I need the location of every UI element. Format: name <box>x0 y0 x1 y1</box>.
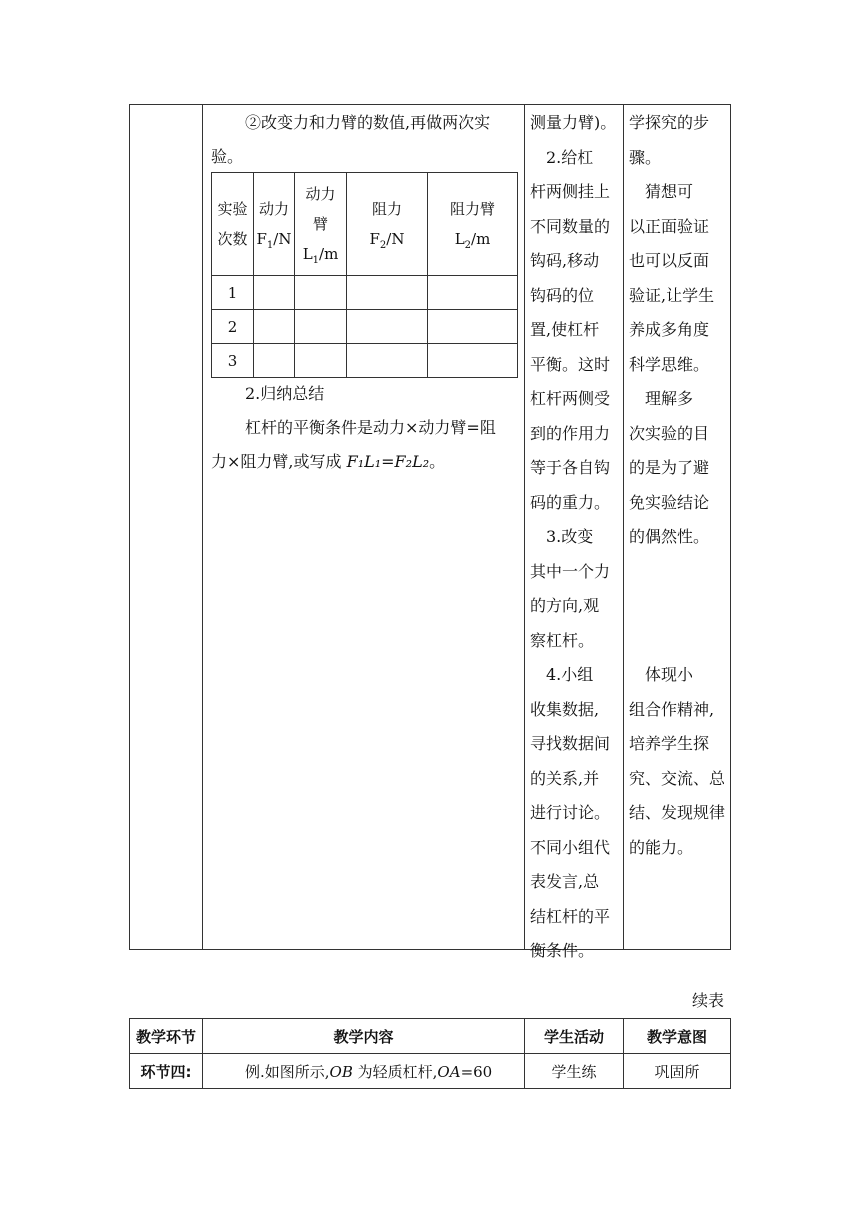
intent-line: 以正面验证 <box>629 216 710 236</box>
table-cell <box>295 310 347 344</box>
activity-line: 平衡。这时 <box>530 354 611 374</box>
activity-line: 杠杆两侧受 <box>530 389 611 408</box>
intent-line <box>629 589 725 624</box>
table-cell <box>347 276 428 310</box>
table-cell <box>254 310 295 344</box>
table-cell <box>295 276 347 310</box>
intent-line: 骤。 <box>629 147 662 167</box>
header-content: 教学内容 <box>203 1019 525 1054</box>
activity-line: 杆两侧挂上 <box>530 182 611 201</box>
content-text: =60 <box>460 1062 493 1081</box>
intent-line: 的是为了避 <box>629 458 710 477</box>
intent-line: 学探究的步 <box>629 113 710 132</box>
activity-line: 不同小组代 <box>530 837 611 857</box>
summary-heading: 2.归纳总结 <box>245 384 325 403</box>
content-line: 验。 <box>211 147 244 166</box>
activity-line: 测量力臂)。 <box>530 113 617 132</box>
activity-line: 钩码,移动 <box>530 251 600 270</box>
summary-text: 力×阻力臂,或写成 <box>211 452 347 471</box>
content-line: ②改变力和力臂的数值,再做两次实 <box>245 113 491 132</box>
intent-line: 猜想可 <box>629 182 694 201</box>
activity-line: 置,使杠杆 <box>530 320 600 339</box>
content-text: 为轻质杠杆, <box>352 1062 438 1081</box>
table-cell <box>428 310 518 344</box>
intent-line: 结、发现规律 <box>629 803 726 822</box>
continued-table-header <box>130 1019 731 1054</box>
table-cell <box>254 344 295 378</box>
column-divider <box>202 105 203 949</box>
header-cell: 阻力臂 $L_2/m$ <box>428 173 518 276</box>
activity-line: 结杠杆的平 <box>530 906 611 926</box>
intent-line: 验证,让学生 <box>629 285 715 305</box>
intent-line: 培养学生探 <box>629 734 710 753</box>
summary-line <box>211 445 445 479</box>
header-cell: 动力 臂 $L_1/m$ <box>295 173 347 276</box>
intent-line: 究、交流、总 <box>629 768 726 788</box>
intent-line: 免实验结论 <box>629 492 710 512</box>
activity-line: 到的作用力 <box>530 423 611 443</box>
table-row <box>212 310 518 344</box>
activity-line: 3.改变 <box>530 527 594 546</box>
intent-line: 养成多角度 <box>629 320 710 339</box>
intent-line: 次实验的目 <box>629 423 710 443</box>
table-cell: 1 <box>212 276 254 310</box>
activity-line: 进行讨论。 <box>530 803 611 822</box>
column-divider <box>524 105 525 949</box>
table-cell <box>347 310 428 344</box>
content-cell <box>203 1054 525 1089</box>
intent-line <box>629 624 725 659</box>
summary-text: 。 <box>429 452 446 471</box>
header-intent: 教学意图 <box>624 1019 731 1054</box>
column-divider <box>623 105 624 949</box>
continued-label: 续表 <box>692 991 725 1010</box>
intent-line: 科学思维。 <box>629 354 710 374</box>
content-ob: OB <box>329 1062 353 1081</box>
summary-line: 杠杆的平衡条件是动力×动力臂=阻 <box>245 418 496 437</box>
table-cell: 3 <box>212 344 254 378</box>
table-row <box>212 276 518 310</box>
table-cell: 2 <box>212 310 254 344</box>
table-cell <box>295 344 347 378</box>
content-text: 例.如图所示, <box>245 1062 330 1081</box>
table-row <box>212 344 518 378</box>
activity-line: 表发言,总 <box>530 872 600 891</box>
student-activity-column <box>530 106 616 969</box>
intent-line: 体现小 <box>629 665 694 684</box>
table-row <box>130 1054 731 1089</box>
activity-line: 察杠杆。 <box>530 630 595 650</box>
activity-line: 收集数据, <box>530 699 600 719</box>
continued-table <box>129 1018 731 1089</box>
activity-line: 钩码的位 <box>530 285 595 305</box>
activity-line: 4.小组 <box>530 665 594 684</box>
header-cell: 实验 次数 <box>212 173 254 276</box>
table-cell <box>254 276 295 310</box>
header-cell: 阻力 $F_2/N$ <box>347 173 428 276</box>
intent-line <box>629 555 725 590</box>
table-cell <box>428 276 518 310</box>
content-oa: OA <box>437 1062 461 1081</box>
intent-line: 理解多 <box>629 389 694 408</box>
experiment-table-header <box>212 173 518 276</box>
activity-line: 其中一个力 <box>530 561 611 581</box>
activity-line: 不同数量的 <box>530 216 611 236</box>
stage-cell: 环节四: <box>130 1054 203 1089</box>
table-cell <box>347 344 428 378</box>
header-cell: 动力 $F_1/N$ <box>254 173 295 276</box>
activity-line: 衡条件。 <box>530 941 595 960</box>
activity-line: 的方向,观 <box>530 596 600 615</box>
activity-line: 寻找数据间 <box>530 734 611 753</box>
intent-line: 的能力。 <box>629 837 694 857</box>
intent-line: 的偶然性。 <box>629 527 710 546</box>
summary-formula: F₁L₁=F₂L₂ <box>346 452 430 471</box>
activity-line: 等于各自钩 <box>530 458 611 477</box>
intent-cell: 巩固所 <box>624 1054 731 1089</box>
teaching-intent-column <box>629 106 725 865</box>
activity-line: 2.给杠 <box>530 147 594 167</box>
header-stage: 教学环节 <box>130 1019 203 1054</box>
intent-line: 组合作精神, <box>629 699 715 719</box>
experiment-table <box>211 172 518 378</box>
activity-line: 的关系,并 <box>530 768 600 788</box>
intent-line: 也可以反面 <box>629 251 710 270</box>
activity-cell: 学生练 <box>525 1054 624 1089</box>
activity-line: 码的重力。 <box>530 492 611 512</box>
header-activity: 学生活动 <box>525 1019 624 1054</box>
table-cell <box>428 344 518 378</box>
